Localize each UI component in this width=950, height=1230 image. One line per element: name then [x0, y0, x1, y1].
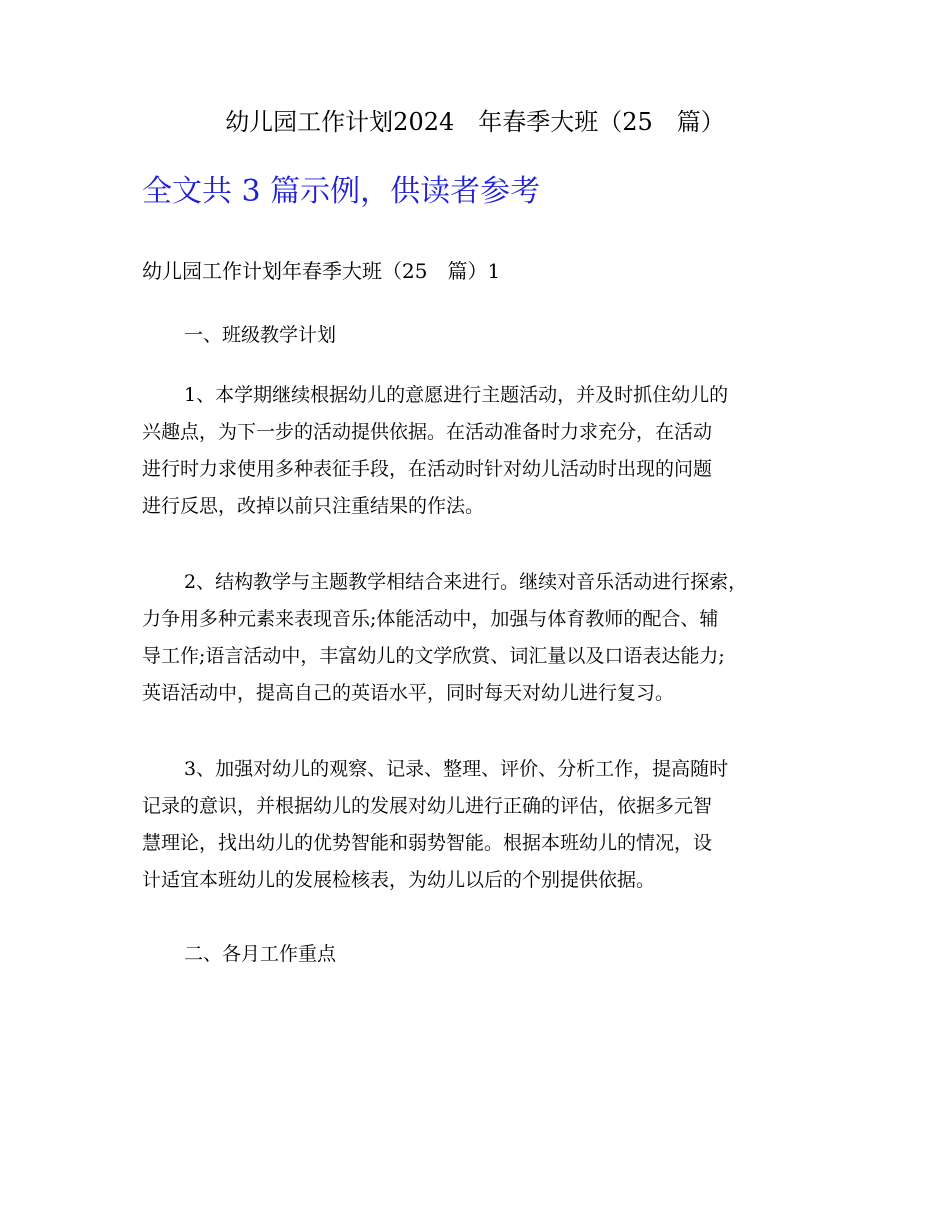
paragraph-2	[142, 564, 808, 712]
paragraph-1	[142, 377, 808, 525]
document-title: 幼儿园工作计划2024 年春季大班（25 篇）	[225, 108, 725, 136]
paragraph-line: 2、结构教学与主题教学相结合来进行。继续对音乐活动进行探索，	[184, 571, 748, 593]
heading-class-teaching-plan: 一、班级教学计划	[184, 324, 337, 346]
section-heading: 幼儿园工作计划年春季大班（25 篇）1	[142, 259, 501, 283]
paragraph-line: 英语活动中，提高自己的英语水平，同时每天对幼儿进行复习。	[142, 682, 675, 704]
paragraph-line: 计适宜本班幼儿的发展检核表，为幼儿以后的个别提供依据。	[142, 869, 656, 891]
paragraph-line: 记录的意识，并根据幼儿的发展对幼儿进行正确的评估，依据多元智	[142, 795, 713, 817]
document-subtitle: 全文共 3 篇示例，供读者参考	[142, 174, 541, 209]
paragraph-line: 慧理论，找出幼儿的优势智能和弱势智能。根据本班幼儿的情况，设	[142, 832, 713, 854]
paragraph-3	[142, 751, 808, 899]
paragraph-line: 力争用多种元素来表现音乐;体能活动中，加强与体育教师的配合、辅	[142, 608, 719, 630]
paragraph-line: 导工作;语言活动中，丰富幼儿的文学欣赏、词汇量以及口语表达能力;	[142, 645, 725, 667]
paragraph-line: 进行反思，改掉以前只注重结果的作法。	[142, 495, 485, 517]
heading-monthly-focus: 二、各月工作重点	[184, 943, 337, 965]
paragraph-line: 1、本学期继续根据幼儿的意愿进行主题活动，并及时抓住幼儿的	[184, 384, 729, 406]
paragraph-line: 兴趣点，为下一步的活动提供依据。在活动准备时力求充分，在活动	[142, 421, 713, 443]
paragraph-line: 进行时力求使用多种表征手段，在活动时针对幼儿活动时出现的问题	[142, 458, 713, 480]
paragraph-line: 3、加强对幼儿的观察、记录、整理、评价、分析工作，提高随时	[184, 758, 729, 780]
